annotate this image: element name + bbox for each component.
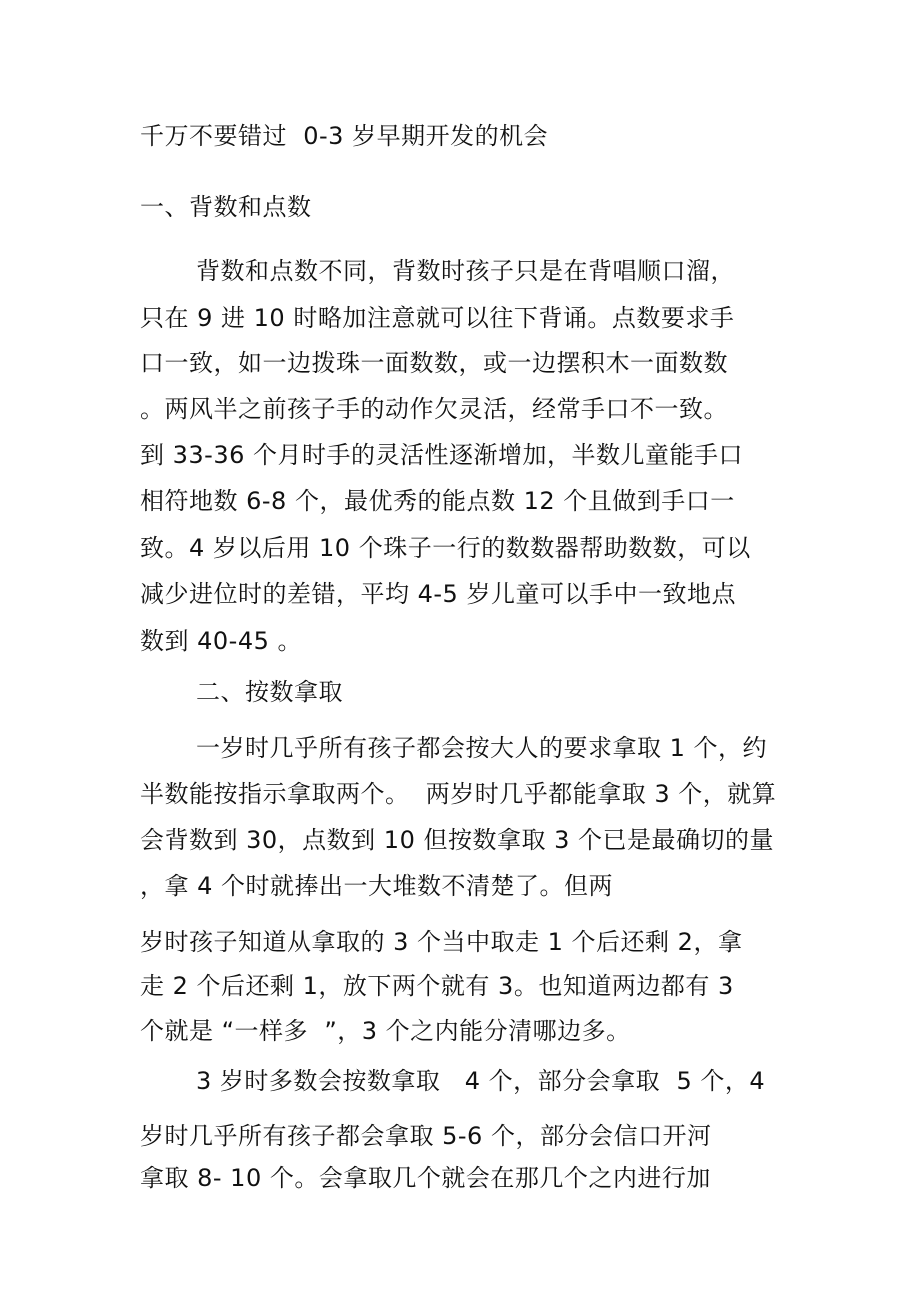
paragraph-line: 拿取 8- 10 个。会拿取几个就会在那几个之内进行加 (140, 1164, 711, 1192)
paragraph-line: 背数和点数不同，背数时孩子只是在背唱顺口溜， (196, 257, 735, 285)
paragraph-line: 相符地数 6-8 个，最优秀的能点数 12 个且做到手口一 (140, 487, 735, 515)
paragraph-line: 走 2 个后还剩 1，放下两个就有 3。也知道两边都有 3 (140, 972, 734, 1000)
paragraph-line: 会背数到 30，点数到 10 但按数拿取 3 个已是最确切的量 (140, 826, 774, 854)
paragraph-line: 一岁时几乎所有孩子都会按大人的要求拿取 1 个，约 (196, 734, 768, 762)
paragraph-line: 致。4 岁以后用 10 个珠子一行的数数器帮助数数，可以 (140, 534, 751, 562)
section-2-heading: 二、按数拿取 (196, 678, 343, 706)
paragraph-line: 减少进位时的差错，平均 4-5 岁儿童可以手中一致地点 (140, 580, 736, 608)
paragraph-line: 数到 40-45 。 (140, 627, 302, 655)
paragraph-line: 只在 9 进 10 时略加注意就可以往下背诵。点数要求手 (140, 304, 735, 332)
paragraph-line: 到 33-36 个月时手的灵活性逐渐增加，半数儿童能手口 (140, 441, 743, 469)
paragraph-line: 岁时孩子知道从拿取的 3 个当中取走 1 个后还剩 2，拿 (140, 928, 743, 956)
paragraph-line: 。两风半之前孩子手的动作欠灵活，经常手口不一致。 (140, 395, 728, 423)
paragraph-line: 3 岁时多数会按数拿取 4 个，部分会拿取 5 个，4 (196, 1067, 766, 1095)
section-1-heading: 一、背数和点数 (140, 193, 312, 221)
paragraph-line: 口一致，如一边拨珠一面数数，或一边摆积木一面数数 (140, 349, 728, 377)
paragraph-line: ，拿 4 个时就捧出一大堆数不清楚了。但两 (140, 872, 614, 900)
document-title: 千万不要错过 0-3 岁早期开发的机会 (140, 122, 549, 150)
paragraph-line: 个就是 “一样多 ”，3 个之内能分清哪边多。 (140, 1017, 631, 1045)
paragraph-line: 半数能按指示拿取两个。 两岁时几乎都能拿取 3 个，就算 (140, 780, 777, 808)
paragraph-line: 岁时几乎所有孩子都会拿取 5-6 个，部分会信口开河 (140, 1122, 712, 1150)
